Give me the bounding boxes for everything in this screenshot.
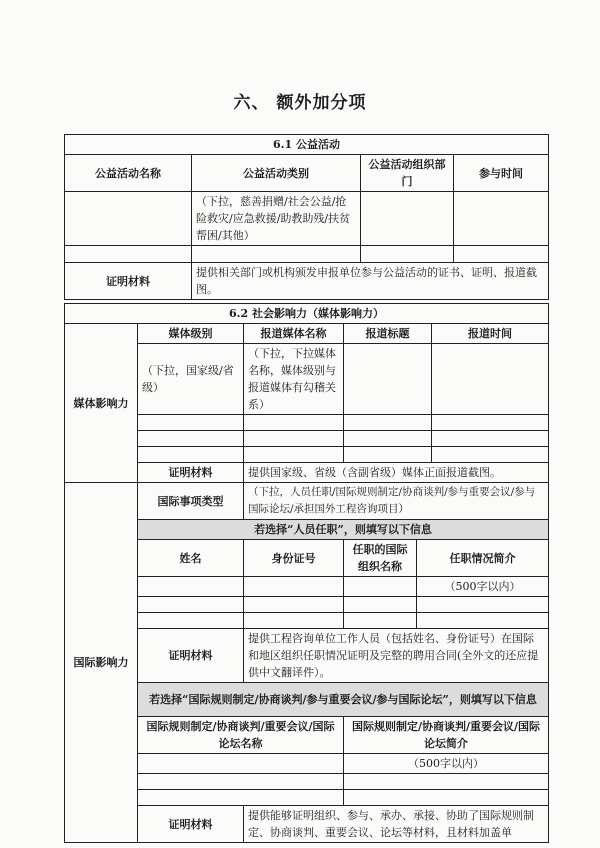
empty-cell[interactable] xyxy=(344,597,417,613)
empty-cell[interactable] xyxy=(138,613,244,629)
media-name-select[interactable]: （下拉，下拉媒体名称，媒体级别与报道媒体有勾稽关系） xyxy=(244,344,344,415)
empty-cell[interactable] xyxy=(138,431,244,447)
col-forum-name: 国际规则制定/协商谈判/重要会议/国际论坛名称 xyxy=(138,717,344,754)
staff-proof-label: 证明材料 xyxy=(138,629,244,683)
empty-cell[interactable] xyxy=(432,431,549,447)
empty-cell[interactable] xyxy=(361,246,454,263)
col-staff-name: 姓名 xyxy=(138,540,244,577)
col-participation-time: 参与时间 xyxy=(454,155,549,192)
empty-cell[interactable] xyxy=(344,613,417,629)
report-time-cell[interactable] xyxy=(432,344,549,415)
organizing-dept-cell[interactable] xyxy=(361,192,454,246)
staff-name-cell[interactable] xyxy=(138,577,244,597)
col-media-level: 媒体级别 xyxy=(138,324,244,344)
col-activity-name: 公益活动名称 xyxy=(65,155,192,192)
media-proof-text: 提供国家级、省级（含副省级）媒体正面报道截图。 xyxy=(244,463,549,483)
empty-cell[interactable] xyxy=(138,447,244,463)
activity-category-select[interactable]: （下拉，慈善捐赠/社会公益/抢险救灾/应急救援/助教助残/扶贫帮困/其他） xyxy=(192,192,361,246)
section-title: 六、 额外加分项 xyxy=(233,93,367,113)
position-intro-cell[interactable]: （500字以内） xyxy=(417,577,549,597)
intl-type-select[interactable]: （下拉，人员任职/国际规则制定/协商谈判/参与重要会议/参与国际论坛/承担国外工程咨询项目） xyxy=(244,483,549,520)
empty-cell[interactable] xyxy=(138,415,244,431)
table-header: 6.2 社会影响力（媒体影响力） xyxy=(65,304,549,324)
report-title-cell[interactable] xyxy=(344,344,432,415)
col-activity-category: 公益活动类别 xyxy=(192,155,361,192)
empty-cell[interactable] xyxy=(344,415,432,431)
empty-cell[interactable] xyxy=(417,613,549,629)
empty-cell[interactable] xyxy=(244,415,344,431)
empty-cell[interactable] xyxy=(138,597,244,613)
empty-cell[interactable] xyxy=(244,447,344,463)
empty-cell[interactable] xyxy=(344,790,549,806)
id-number-cell[interactable] xyxy=(244,577,344,597)
empty-cell[interactable] xyxy=(244,431,344,447)
empty-cell[interactable] xyxy=(417,597,549,613)
empty-cell[interactable] xyxy=(344,447,432,463)
empty-cell[interactable] xyxy=(138,774,344,790)
proof-label: 证明材料 xyxy=(65,263,192,300)
empty-cell[interactable] xyxy=(65,246,192,263)
participation-time-cell[interactable] xyxy=(454,192,549,246)
social-influence-table xyxy=(64,303,549,843)
empty-cell[interactable] xyxy=(244,597,344,613)
intl-org-cell[interactable] xyxy=(344,577,417,597)
rules-proof-label: 证明材料 xyxy=(138,806,244,843)
empty-cell[interactable] xyxy=(244,613,344,629)
forum-name-cell[interactable] xyxy=(138,754,344,774)
empty-cell[interactable] xyxy=(192,246,361,263)
media-influence-label: 媒体影响力 xyxy=(65,324,138,483)
empty-cell[interactable] xyxy=(138,790,344,806)
col-forum-intro: 国际规则制定/协商谈判/重要会议/国际论坛简介 xyxy=(344,717,549,754)
col-media-name: 报道媒体名称 xyxy=(244,324,344,344)
empty-cell[interactable] xyxy=(344,774,549,790)
intl-influence-label: 国际影响力 xyxy=(65,483,138,843)
media-level-select[interactable]: （下拉，国家级/省级） xyxy=(138,344,244,415)
activity-name-cell[interactable] xyxy=(65,192,192,246)
empty-cell[interactable] xyxy=(432,447,549,463)
staff-proof-text: 提供工程咨询单位工作人员（包括姓名、身份证号）在国际和地区组织任职情况证明及完整的聘用合同(全外文的还应提供中文翻译件）。 xyxy=(244,629,549,683)
col-intl-org: 任职的国际组织名称 xyxy=(344,540,417,577)
empty-cell[interactable] xyxy=(432,415,549,431)
col-report-time: 报道时间 xyxy=(432,324,549,344)
rules-proof-text: 提供能够证明组织、参与、承办、承接、协助了国际规则制定、协商谈判、重要会议、论坛等材料，且材料加盖单 xyxy=(244,806,549,843)
media-proof-label: 证明材料 xyxy=(138,463,244,483)
col-id-number: 身份证号 xyxy=(244,540,344,577)
empty-cell[interactable] xyxy=(454,246,549,263)
col-report-title: 报道标题 xyxy=(344,324,432,344)
col-organizing-dept: 公益活动组织部门 xyxy=(361,155,454,192)
col-position-intro: 任职情况简介 xyxy=(417,540,549,577)
forum-intro-cell[interactable]: （500字以内） xyxy=(344,754,549,774)
table-header: 6.1 公益活动 xyxy=(65,135,549,155)
empty-cell[interactable] xyxy=(344,431,432,447)
staff-notice: 若选择“人员任职”，则填写以下信息 xyxy=(138,520,549,540)
intl-type-label: 国际事项类型 xyxy=(138,483,244,520)
public-welfare-table xyxy=(64,134,549,300)
proof-text: 提供相关部门或机构颁发申报单位参与公益活动的证书、证明、报道截图。 xyxy=(192,263,549,300)
rules-notice: 若选择“国际规则制定/协商谈判/参与重要会议/参与国际论坛”，则填写以下信息 xyxy=(138,683,549,717)
